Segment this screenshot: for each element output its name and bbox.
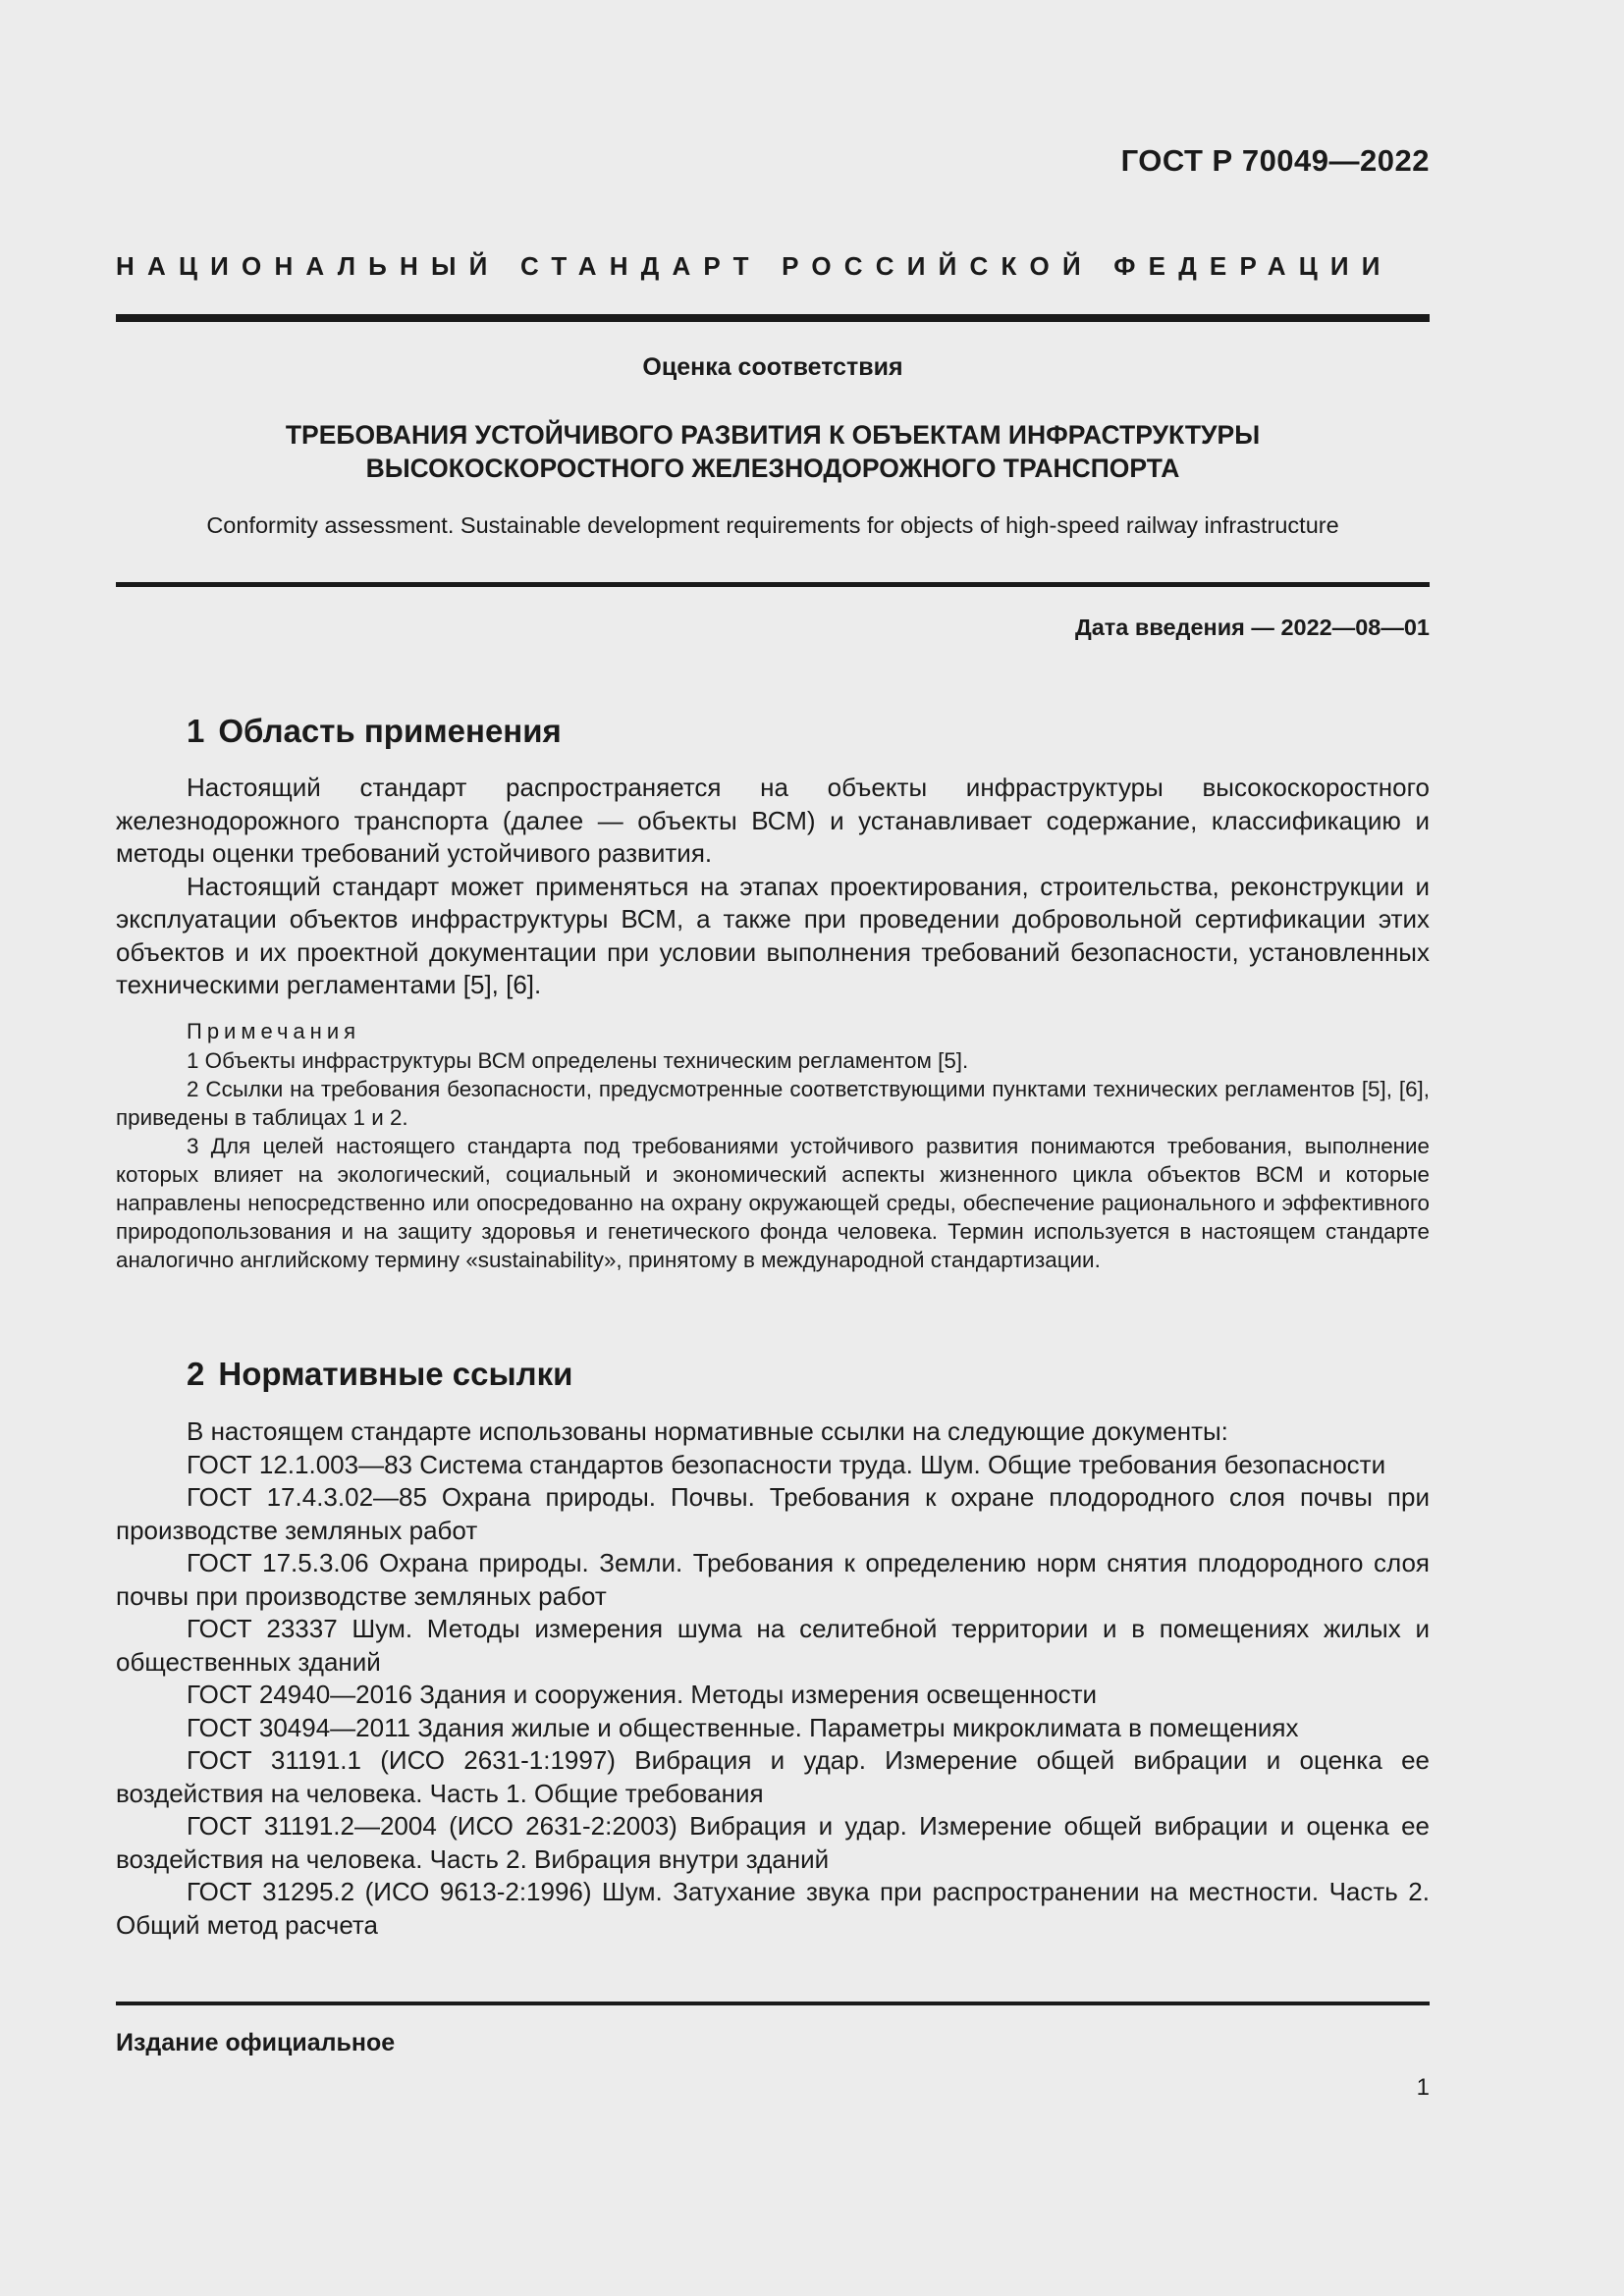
document-title-line-2: ВЫСОКОСКОРОСТНОГО ЖЕЛЕЗНОДОРОЖНОГО ТРАНСПОРТА bbox=[365, 454, 1180, 483]
section-1-body bbox=[116, 772, 1430, 1002]
page-number: 1 bbox=[1416, 2074, 1430, 2101]
section-1-number: 1 bbox=[187, 713, 205, 749]
reference-item: ГОСТ 31295.2 (ИСО 9613-2:1996) Шум. Затухание звука при распространении на местности. Часть 2. Общий метод расчета bbox=[116, 1877, 1430, 1940]
section-1-heading bbox=[187, 713, 562, 750]
section-2-heading bbox=[187, 1356, 572, 1393]
section-1-title: Область применения bbox=[218, 713, 562, 749]
document-title-line-1: ТРЕБОВАНИЯ УСТОЙЧИВОГО РАЗВИТИЯ К ОБЪЕКТАМ ИНФРАСТРУКТУРЫ bbox=[285, 420, 1261, 450]
document-title-english: Conformity assessment. Sustainable development requirements for objects of high-speed railway infrastructure bbox=[206, 512, 1339, 538]
standard-type-heading: НАЦИОНАЛЬНЫЙ СТАНДАРТ РОССИЙСКОЙ ФЕДЕРАЦИИ bbox=[116, 251, 1393, 281]
section-2-intro: В настоящем стандарте использованы нормативные ссылки на следующие документы: bbox=[187, 1416, 1228, 1446]
document-subject: Оценка соответствия bbox=[642, 353, 903, 381]
section-2-body bbox=[116, 1415, 1430, 1942]
note-item: 3 Для целей настоящего стандарта под требованиями устойчивого развития понимаются требования, выполнение которых влияет на экологический, социальный и экономический аспекты жизненного цикла объектов ВСМ и которые направлены непосредственно или опосредованно на охрану окружающей среды, обеспечение рационального и эффективного природопользования и на защиту здоровья и генетического фонда человека. Термин используется в настоящем стандарте аналогично английскому термину «sustainability», принятому в международной стандартизации. bbox=[116, 1134, 1430, 1272]
reference-item: ГОСТ 24940—2016 Здания и сооружения. Методы измерения освещенности bbox=[187, 1680, 1098, 1709]
title-divider bbox=[116, 582, 1430, 587]
section-1-paragraph: Настоящий стандарт распространяется на объекты инфраструктуры высокоскоростного железнодорожного транспорта (далее — объекты ВСМ) и устанавливает содержание, классификацию и методы оценки требований устойчивого развития. bbox=[116, 773, 1430, 868]
notes-title: Примечания bbox=[187, 1019, 361, 1043]
section-1-paragraph: Настоящий стандарт может применяться на этапах проектирования, строительства, реконструкции и эксплуатации объектов инфраструктуры ВСМ, а также при проведении добровольной сертификации этих объектов и их проектной документации при условии выполнения требований безопасности, установленных техническими регламентами [5], [6]. bbox=[116, 871, 1430, 999]
reference-item: ГОСТ 23337 Шум. Методы измерения шума на селитебной территории и в помещениях жилых и общественных зданий bbox=[116, 1614, 1430, 1677]
section-2-number: 2 bbox=[187, 1356, 205, 1392]
introduction-date: Дата введения — 2022—08—01 bbox=[1074, 614, 1430, 640]
reference-item: ГОСТ 17.4.3.02—85 Охрана природы. Почвы. Требования к охране плодородного слоя почвы при производстве земляных работ bbox=[116, 1482, 1430, 1545]
reference-item: ГОСТ 31191.1 (ИСО 2631-1:1997) Вибрация и удар. Измерение общей вибрации и оценка ее воздействия на человека. Часть 1. Общие требования bbox=[116, 1745, 1430, 1808]
reference-item: ГОСТ 31191.2—2004 (ИСО 2631-2:2003) Вибрация и удар. Измерение общей вибрации и оценка ее воздействия на человека. Часть 2. Вибрация внутри зданий bbox=[116, 1811, 1430, 1874]
section-2-title: Нормативные ссылки bbox=[218, 1356, 573, 1392]
document-code: ГОСТ Р 70049—2022 bbox=[1120, 143, 1430, 178]
notes-block bbox=[116, 1017, 1430, 1274]
reference-item: ГОСТ 12.1.003—83 Система стандартов безопасности труда. Шум. Общие требования безопасности bbox=[187, 1449, 1386, 1479]
reference-item: ГОСТ 30494—2011 Здания жилые и общественные. Параметры микроклимата в помещениях bbox=[187, 1712, 1299, 1742]
official-edition-label: Издание официальное bbox=[116, 2029, 396, 2056]
note-item: 2 Ссылки на требования безопасности, предусмотренные соответствующими пунктами технических регламентов [5], [6], приведены в таблицах 1 и 2. bbox=[116, 1077, 1430, 1130]
top-divider bbox=[116, 314, 1430, 322]
reference-item: ГОСТ 17.5.3.06 Охрана природы. Земли. Требования к определению норм снятия плодородного слоя почвы при производстве земляных работ bbox=[116, 1548, 1430, 1611]
document-title bbox=[116, 418, 1430, 485]
note-item: 1 Объекты инфраструктуры ВСМ определены техническим регламентом [5]. bbox=[187, 1048, 969, 1073]
footer-divider bbox=[116, 2002, 1430, 2005]
